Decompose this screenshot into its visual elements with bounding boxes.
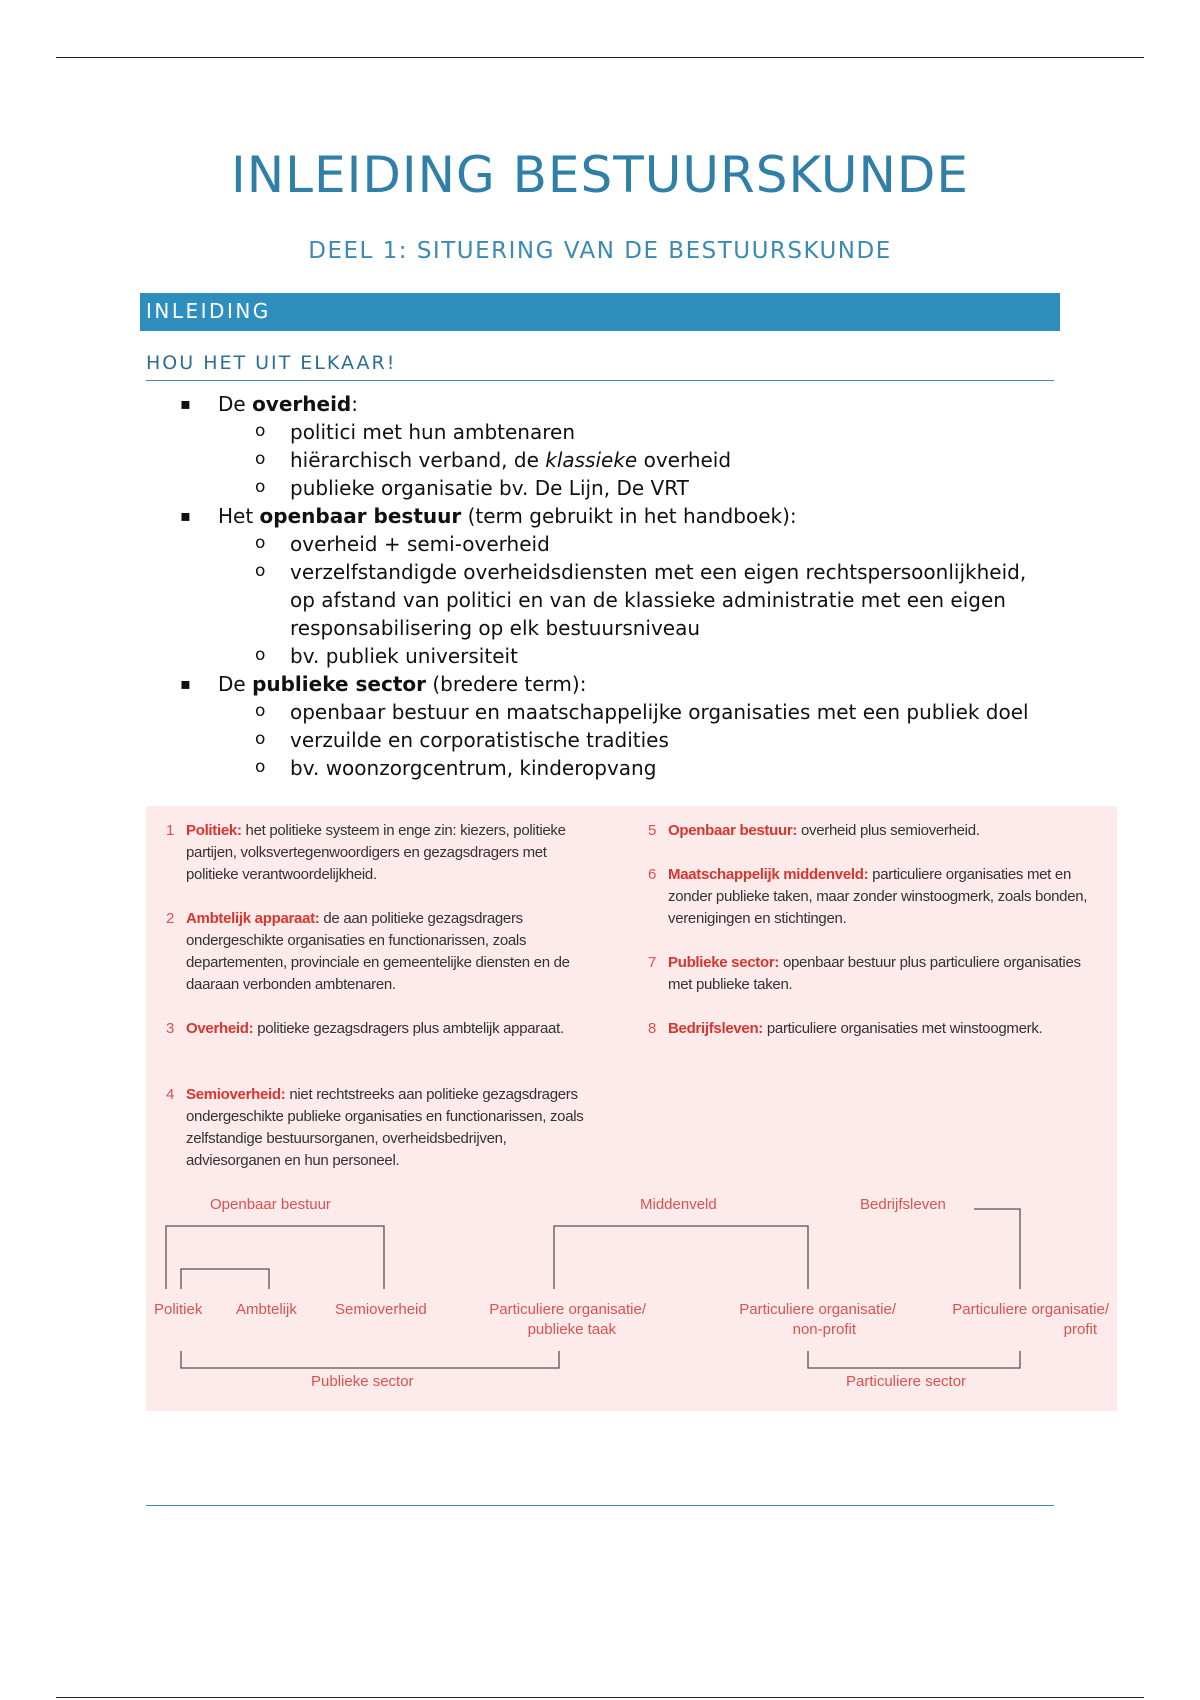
definition-5: 5 Openbaar bestuur: overheid plus semioverheid.: [648, 822, 980, 839]
definition-2: 2 Ambtelijk apparaat: de aan politieke gezagsdragers ondergeschikte organisaties en functionarissen, zoals departementen, provinciale en gemeentelijke diensten en de daaraan verbonden ambtenaren.: [166, 910, 570, 993]
page-bottom-rule: [56, 1697, 1144, 1698]
sub-bullet: o hiërarchisch verband, de klassieke overheid: [0, 446, 1200, 474]
section-heading-bar: INLEIDING: [140, 293, 1060, 331]
sub-bullet: o verzelfstandigde overheidsdiensten met een eigen rechtspersoonlijkheid, op afstand van politici en van de klassieke administratie met een eigen responsabilisering op elk bestuursniveau: [0, 558, 1200, 642]
definition-4: 4 Semioverheid: niet rechtstreeks aan politieke gezagsdragers ondergeschikte publieke organisaties en functionarissen, zoals zelfstandige bestuursorganen, overheidsbedrijven, adviesorganen en hun personeel.: [166, 1086, 584, 1169]
figure-bottom-rule: [146, 1505, 1054, 1506]
bullet-overheid: ▪ De overheid:: [0, 390, 1200, 418]
node-particuliere-publieke-taak: Particuliere organisatie/ publieke taak: [489, 1301, 646, 1338]
node-politiek: Politiek: [154, 1301, 203, 1318]
sub-bullet: o publieke organisatie bv. De Lijn, De VRT: [0, 474, 1200, 502]
subsection-heading: HOU HET UIT ELKAAR!: [146, 352, 1054, 381]
node-semioverheid: Semioverheid: [335, 1301, 427, 1318]
document-subtitle: DEEL 1: SITUERING VAN DE BESTUURSKUNDE: [308, 238, 892, 264]
label-middenveld: Middenveld: [640, 1196, 717, 1213]
bullet-openbaar-bestuur: ▪ Het openbaar bestuur (term gebruikt in het handboek):: [0, 502, 1200, 530]
bracket-particuliere-sector: [808, 1351, 1020, 1368]
document-title: INLEIDING BESTUURSKUNDE: [230, 146, 969, 204]
sub-bullet: o overheid + semi-overheid: [0, 530, 1200, 558]
label-bedrijfsleven: Bedrijfsleven: [860, 1196, 946, 1213]
bullet-list: [0, 390, 1200, 782]
sub-bullet: o bv. woonzorgcentrum, kinderopvang: [0, 754, 1200, 782]
definition-3: 3 Overheid: politieke gezagsdragers plus ambtelijk apparaat.: [166, 1020, 564, 1037]
bracket-middenveld: [554, 1226, 808, 1289]
label-publieke-sector: Publieke sector: [311, 1373, 414, 1390]
sub-bullet: o verzuilde en corporatistische tradities: [0, 726, 1200, 754]
bracket-openbaar-bestuur: [166, 1226, 384, 1289]
sub-bullet: o bv. publiek universiteit: [0, 642, 1200, 670]
sub-bullet: o openbaar bestuur en maatschappelijke organisaties met een publiek doel: [0, 698, 1200, 726]
sub-bullet: o politici met hun ambtenaren: [0, 418, 1200, 446]
page-top-rule: [56, 57, 1144, 58]
node-particuliere-non-profit: Particuliere organisatie/ non-profit: [739, 1301, 896, 1338]
node-particuliere-profit: Particuliere organisatie/ profit: [952, 1301, 1109, 1338]
bullet-publieke-sector: ▪ De publieke sector (bredere term):: [0, 670, 1200, 698]
label-openbaar-bestuur: Openbaar bestuur: [210, 1196, 331, 1213]
bracket-overheid: [181, 1269, 269, 1289]
bracket-bedrijfsleven: [974, 1209, 1020, 1289]
definitions-figure: [146, 806, 1117, 1411]
node-ambtelijk: Ambtelijk: [236, 1301, 297, 1318]
label-particuliere-sector: Particuliere sector: [846, 1373, 967, 1390]
definition-8: 8 Bedrijfsleven: particuliere organisaties met winstoogmerk.: [648, 1020, 1043, 1037]
definition-1: 1 Politiek: het politieke systeem in enge zin: kiezers, politieke partijen, volksvertegenwoordigers en gezagsdragers met politieke verantwoordelijkheid.: [166, 822, 566, 883]
bracket-publieke-sector: [181, 1351, 559, 1368]
definition-7: 7 Publieke sector: openbaar bestuur plus particuliere organisaties met publieke taken.: [648, 954, 1081, 993]
definition-6: 6 Maatschappelijk middenveld: particuliere organisaties met en zonder publieke taken, maar zonder winstoogmerk, zoals bonden, verenigingen en stichtingen.: [648, 866, 1088, 927]
